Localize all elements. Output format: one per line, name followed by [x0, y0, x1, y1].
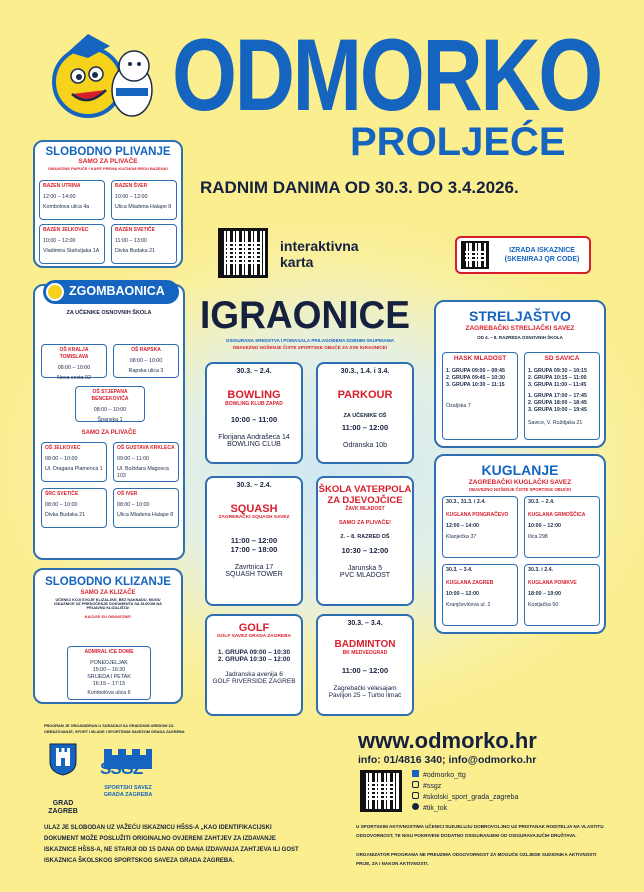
zgombaonica-panel	[33, 284, 185, 560]
date-range: RADNIM DANIMA OD 30.3. DO 3.4.2026.	[200, 178, 519, 197]
page-title: ODMORKO	[172, 18, 601, 132]
pool-card: BAZEN SVETIČE 11:00 – 13:00 Divka Budaka 21	[111, 224, 177, 264]
golf-card: GOLF GOLF SAVEZ GRADA ZAGREBA 1. GRUPA 09:00 – 10:30 2. GRUPA 10:30 – 12:00 Jadranska avenija 6 GOLF RIVERSIDE ZAGREB	[205, 614, 303, 716]
pool-card: BAZEN UTRINA 12:00 – 14:00 Kombolova ulica 4a	[39, 180, 105, 220]
page-subtitle: PROLJEĆE	[350, 120, 566, 164]
alley-card: 30.3. – 3.4. KUGLANA ZAGREB 10:00 – 12:00 Kranjčevićeva ul. 2	[442, 564, 518, 626]
website-link[interactable]: www.odmorko.hr	[358, 728, 537, 753]
organizer-note: PROGRAM JE ORGANIZIRAN U SURADNJI SA GRADSKIM UREDOM ZA OBRAZOVANJE, SPORT I MLADE I SPORTSKIM SAVEZOM GRADA ZAGREBA	[44, 724, 185, 734]
shooting-sub: ZAGREBAČKI STRELJAČKI SAVEZ	[465, 325, 575, 332]
zgombaonica-logo-icon	[46, 283, 64, 301]
shooting-title: STRELJAŠTVO	[469, 308, 571, 324]
instagram-icon	[412, 792, 419, 799]
city-label: GRAD ZAGREB	[48, 800, 78, 815]
legal-left: ULAZ JE SLOBODAN UZ VAŽEĆU ISKAZNICU HŠSS-A „KAO IDENTIFIKACIJSKI DOKUMENT MOŽE POSLUŽITI ORIGINALNO OVJERENI ZAHTJEV ZA IZDAVANJE ISKAZNICE HŠSS-A, NE STARIJI OD 15 DANA OD DANA IZDAVANJA ZAHTJEVA ILI GOST ISKAZNICA ŠKOLSKOG SPORTSKOG SAVEZA GRADA ZAGREBA.	[44, 825, 299, 864]
swimming-sub: SAMO ZA PLIVAČE	[78, 158, 138, 165]
social-tiktok[interactable]: #tik_tok	[412, 803, 518, 814]
city-crest-icon	[48, 742, 78, 776]
map-qr-icon[interactable]	[218, 228, 268, 278]
bowling-alley-title: KUGLANJE	[481, 462, 559, 478]
social-instagram[interactable]: #ssgz	[412, 781, 518, 792]
bowling-card: 30.3. – 2.4. BOWLING BOWLING KLUB ZAPAD 10:00 – 11:00 Florijana Andrašeca 14 BOWLING CLUB	[205, 362, 303, 464]
alley-card: 30.3. i 2.4. KUGLANA PONIKVE 18:00 – 19:00 Kostjačka 50	[524, 564, 600, 626]
social-facebook[interactable]: #odmorko_ttg	[412, 770, 518, 781]
school-card: OŠ IVER 08:00 – 10:00 Ulica Mladena Halape 8	[113, 488, 179, 528]
id-card-box[interactable]	[455, 236, 591, 274]
ice-dome-card: ADMIRAL ICE DOME PONEDJELJAK 15:00 – 16:30 SRIJEDA I PETAK 16:15 – 17:15 Kombolova ulica 6	[67, 646, 151, 700]
swimming-title: SLOBODNO PLIVANJE	[45, 146, 171, 158]
squash-card: 30.3. – 2.4. SQUASH ZAGREBAČKI SQUASH SAVEZ 11:00 – 12:00 17:00 – 18:00 Zavrtnica 17 SQUASH TOWER	[205, 476, 303, 606]
swimming-panel	[33, 140, 183, 268]
parkour-card: 30.3., 1.4. i 3.4. PARKOUR ZA UČENIKE OŠ 11:00 – 12:00 Odranska 10b	[316, 362, 414, 464]
igraonice-note2: OBAVEZNO NOŠENJE ČISTE SPORTSKE OBUĆE ZA SVE IGRAONICE!	[232, 345, 388, 350]
alley-card: 30.3. – 2.4. KUGLANA GRMOŠČICA 10:00 – 12:00 Ilica 298	[524, 496, 600, 558]
zgombaonica-sub2: SAMO ZA PLIVAČE	[81, 430, 137, 436]
hask-card: HASK MLADOST 1. GRUPA 09:00 – 09:45 2. GRUPA 09:45 – 10:30 3. GRUPA 10:30 – 11:15 Ozaljska 7	[442, 352, 518, 440]
contact-info: info: 01/4816 340; info@odmorko.hr	[358, 754, 537, 766]
zgombaonica-title: ZGOMBAONICA	[69, 284, 165, 298]
instagram-icon	[412, 781, 419, 788]
badminton-card: 30.3. – 3.4. BADMINTON BK MEDVEDGRAD 11:00 – 12:00 Zagrebački velesajam Paviljon 25 – Turbo limač	[316, 614, 414, 716]
id-card-label-1: IZRADA ISKAZNICE	[509, 247, 575, 254]
igraonice-title: IGRAONICE	[200, 294, 410, 337]
bowling-alley-panel	[434, 454, 606, 634]
school-card: OŠ KRALJA TOMISLAVA 08:00 – 10:00 Nova cesta 92	[41, 344, 107, 378]
bowling-alley-sub: ZAGREBAČKI KUGLAČKI SAVEZ	[468, 479, 572, 486]
school-card: OŠ STJEPANA BENCEKOVIĆA 08:00 – 10:00 Španska 1	[75, 386, 145, 422]
pool-card: BAZEN JELKOVEC 10:00 – 12:00 Vladimira Stahuljaka 1A	[39, 224, 105, 264]
id-card-label-2: (SKENIRAJ QR CODE)	[504, 256, 580, 263]
legal-right-1: U SPORTSKIM AKTIVNOSTIMA UČENICI SUDJELUJU DOBROVOLJNO UZ PRISTANAK RODITELJA NA VLASTITU ODGOVORNOST, TE NISU POKRIVENI DODATNO OSIGURANJEM OD OSIGURAVAJUĆIH DRUŠTAVA.	[356, 824, 604, 838]
pool-card: BAZEN ŠVER 10:00 – 12:00 Ulica Mladena Halape 8	[111, 180, 177, 220]
shooting-who: OD 4. – 8. RAZREDA OSNOVNIH ŠKOLA	[477, 335, 563, 340]
school-card: ŠRC SVETIČE 08:00 – 10:00 Divka Budaka 21	[41, 488, 107, 528]
zgombaonica-header	[43, 280, 179, 304]
zgombaonica-sub: ZA UČENIKE OSNOVNIH ŠKOLA	[66, 310, 152, 316]
waterpolo-card: ŠKOLA VATERPOLA ZA DJEVOJČICE ŽAVK MLADOST SAMO ZA PLIVAČE! 2. – 8. RAZRED OŠ 10:30 – 12:00 Jarunska 5 PVC MLADOST	[316, 476, 414, 606]
alley-card: 30.3., 31.3. i 2.4. KUGLANA PONGRAČEVO 12:00 – 14:00 Klanječka 37	[442, 496, 518, 558]
website-qr-icon[interactable]	[360, 770, 402, 812]
savica-card: SD SAVICA 1. GRUPA 09:30 – 10:15 2. GRUPA 10:15 – 11:00 3. GRUPA 11:00 – 11:45 1. GRUPA 17:00 – 17:45 2. GRUPA 18:00 – 18:45 3. GRUPA 19:00 – 19:45 Savice, V. Ruždjaka 21	[524, 352, 600, 440]
ssgz-text: SSGZ	[100, 759, 143, 778]
skating-note: UČENICI KOJI SVOJE KLIZALJKE, BEZ NAKNADU, MOGU ISKAZNICE UZ PREDOČENJE DOKUMENTA SA SLIKOM NA PRIJAVNU KLIZALIŠTA!	[54, 598, 162, 610]
tiktok-icon	[412, 803, 419, 810]
shooting-panel	[434, 300, 606, 448]
school-card: OŠ JELKOVEC 08:00 – 10:00 Ul. Dragana Plamenca 1	[41, 442, 107, 482]
school-card: OŠ RAPSKA 08:00 – 10:00 Rapska ulica 3	[113, 344, 179, 378]
igraonice-note1: OSIGURANA SREDSTVA I POMAGALA PRILAGOĐENA DOBNIM SKUPINAMA	[225, 338, 395, 343]
bowling-alley-note: OBAVEZNO NOŠENJE ČISTE SPORTSKE OBUĆE!	[468, 487, 572, 492]
map-label	[280, 238, 359, 270]
map-label-2: karta	[280, 254, 314, 270]
id-card-qr-icon	[461, 241, 489, 269]
facebook-icon	[412, 770, 419, 777]
social-instagram-2[interactable]: #skolski_sport_grada_zagreba	[412, 792, 518, 803]
ssgz-label: SPORTSKI SAVEZ GRADA ZAGREBA	[103, 785, 153, 798]
mascot-logo	[50, 28, 160, 128]
social-list	[412, 770, 518, 814]
skating-note2: KACIGE SU OBAVEZNE!	[84, 614, 132, 619]
map-label-1: interaktivna	[280, 238, 359, 254]
ssgz-logo	[96, 745, 160, 805]
legal-right-2: ORGANIZATOR PROGRAMA NE PREUZIMA ODGOVORNOST ZA MOGUĆE OZLJEDE SUDIONIKA AKTIVNOSTI PRIJE, ZA I NAKON AKTIVNOSTI.	[356, 852, 597, 866]
skating-title: SLOBODNO KLIZANJE	[45, 576, 171, 588]
school-card: OŠ GUSTAVA KRKLECA 09:00 – 11:00 Ul. Božidara Magovca 103	[113, 442, 179, 482]
skating-sub: SAMO ZA KLIZAČE	[80, 590, 136, 596]
skating-panel	[33, 568, 183, 704]
swimming-note: OBAVEZNE PAPUČE I KAPE PREMA KUĆNOM REDU BAZENA!	[48, 166, 168, 171]
